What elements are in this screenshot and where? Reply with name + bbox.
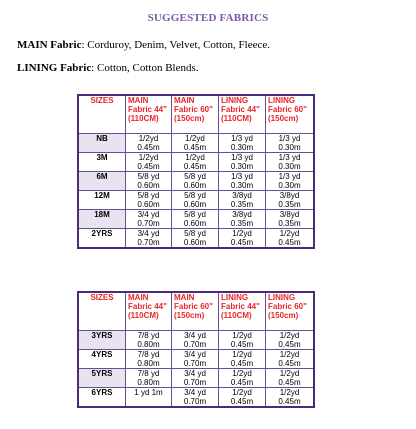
header-row bbox=[78, 292, 314, 330]
yardage-cell: 1/3 yd 0.30m bbox=[266, 133, 315, 152]
yardage-cell: 1/2yd 0.45m bbox=[219, 330, 266, 349]
yardage-cell: 3/8yd 0.35m bbox=[266, 190, 315, 209]
column-header: LINING Fabric 60" (150cm) bbox=[266, 95, 315, 133]
main-fabric-text: : Corduroy, Denim, Velvet, Cotton, Fleece. bbox=[81, 39, 270, 51]
column-header: LINING Fabric 44" (110CM) bbox=[219, 95, 266, 133]
yardage-cell: 3/4 yd 0.70m bbox=[172, 387, 219, 407]
yardage-cell: 7/8 yd 0.80m bbox=[126, 349, 172, 368]
yardage-cell: 5/8 yd 0.60m bbox=[172, 209, 219, 228]
size-cell: 5YRS bbox=[78, 368, 126, 387]
yardage-cell: 7/8 yd 0.80m bbox=[126, 368, 172, 387]
column-header: MAIN Fabric 44" (110CM) bbox=[126, 95, 172, 133]
fabric-table-small-sizes bbox=[77, 94, 315, 249]
size-cell: 3M bbox=[78, 152, 126, 171]
yardage-cell: 1/2yd 0.45m bbox=[266, 228, 315, 248]
table-row bbox=[78, 209, 314, 228]
table-row bbox=[78, 171, 314, 190]
column-header: MAIN Fabric 60" (150cm) bbox=[172, 95, 219, 133]
size-cell: 12M bbox=[78, 190, 126, 209]
column-header: SIZES bbox=[78, 95, 126, 133]
yardage-cell: 7/8 yd 0.80m bbox=[126, 330, 172, 349]
yardage-cell: 1/2yd 0.45m bbox=[266, 330, 315, 349]
yardage-cell: 5/8 yd 0.60m bbox=[172, 171, 219, 190]
yardage-cell: 3/8yd 0.35m bbox=[219, 190, 266, 209]
yardage-cell: 3/8yd 0.35m bbox=[266, 209, 315, 228]
yardage-cell: 1/3 yd 0.30m bbox=[219, 171, 266, 190]
yardage-cell: 1 yd 1m bbox=[126, 387, 172, 407]
main-fabric-label: MAIN Fabric bbox=[17, 39, 82, 51]
yardage-cell: 3/4 yd 0.70m bbox=[172, 368, 219, 387]
yardage-cell: 1/2yd 0.45m bbox=[172, 133, 219, 152]
column-header: SIZES bbox=[78, 292, 126, 330]
yardage-cell: 5/8 yd 0.60m bbox=[126, 190, 172, 209]
table-row bbox=[78, 152, 314, 171]
table-row bbox=[78, 368, 314, 387]
yardage-cell: 5/8 yd 0.60m bbox=[172, 190, 219, 209]
lining-fabric-label: LINING Fabric bbox=[17, 62, 92, 74]
table-row bbox=[78, 387, 314, 407]
yardage-cell: 1/2yd 0.45m bbox=[219, 387, 266, 407]
yardage-cell: 5/8 yd 0.60m bbox=[172, 228, 219, 248]
yardage-cell: 1/2yd 0.45m bbox=[126, 152, 172, 171]
size-cell: 6YRS bbox=[78, 387, 126, 407]
lining-fabric-text: : Cotton, Cotton Blends. bbox=[91, 62, 199, 74]
table-row bbox=[78, 133, 314, 152]
table-row bbox=[78, 190, 314, 209]
column-header: LINING Fabric 60" (150cm) bbox=[266, 292, 315, 330]
yardage-cell: 3/4 yd 0.70m bbox=[126, 228, 172, 248]
table-row bbox=[78, 330, 314, 349]
yardage-cell: 3/4 yd 0.70m bbox=[126, 209, 172, 228]
yardage-cell: 1/2yd 0.45m bbox=[219, 368, 266, 387]
header-row bbox=[78, 95, 314, 133]
yardage-cell: 3/4 yd 0.70m bbox=[172, 349, 219, 368]
yardage-cell: 1/3 yd 0.30m bbox=[219, 152, 266, 171]
size-cell: NB bbox=[78, 133, 126, 152]
column-header: MAIN Fabric 44" (110CM) bbox=[126, 292, 172, 330]
yardage-cell: 1/2yd 0.45m bbox=[172, 152, 219, 171]
yardage-cell: 1/3 yd 0.30m bbox=[219, 133, 266, 152]
lining-fabric-line bbox=[17, 62, 199, 74]
fabric-table-large-sizes bbox=[77, 291, 315, 408]
yardage-cell: 1/2yd 0.45m bbox=[219, 349, 266, 368]
main-fabric-line bbox=[17, 39, 270, 51]
yardage-cell: 1/2yd 0.45m bbox=[266, 368, 315, 387]
page-title: SUGGESTED FABRICS bbox=[147, 12, 269, 24]
yardage-cell: 3/4 yd 0.70m bbox=[172, 330, 219, 349]
column-header: MAIN Fabric 60" (150cm) bbox=[172, 292, 219, 330]
yardage-cell: 1/2yd 0.45m bbox=[266, 349, 315, 368]
size-cell: 3YRS bbox=[78, 330, 126, 349]
table-row bbox=[78, 228, 314, 248]
size-cell: 6M bbox=[78, 171, 126, 190]
yardage-cell: 5/8 yd 0.60m bbox=[126, 171, 172, 190]
column-header: LINING Fabric 44" (110CM) bbox=[219, 292, 266, 330]
yardage-cell: 1/2yd 0.45m bbox=[126, 133, 172, 152]
yardage-cell: 1/3 yd 0.30m bbox=[266, 171, 315, 190]
yardage-cell: 3/8yd 0.35m bbox=[219, 209, 266, 228]
yardage-cell: 1/2yd 0.45m bbox=[266, 387, 315, 407]
yardage-cell: 1/3 yd 0.30m bbox=[266, 152, 315, 171]
size-cell: 4YRS bbox=[78, 349, 126, 368]
size-cell: 18M bbox=[78, 209, 126, 228]
yardage-cell: 1/2yd 0.45m bbox=[219, 228, 266, 248]
size-cell: 2YRS bbox=[78, 228, 126, 248]
table-row bbox=[78, 349, 314, 368]
